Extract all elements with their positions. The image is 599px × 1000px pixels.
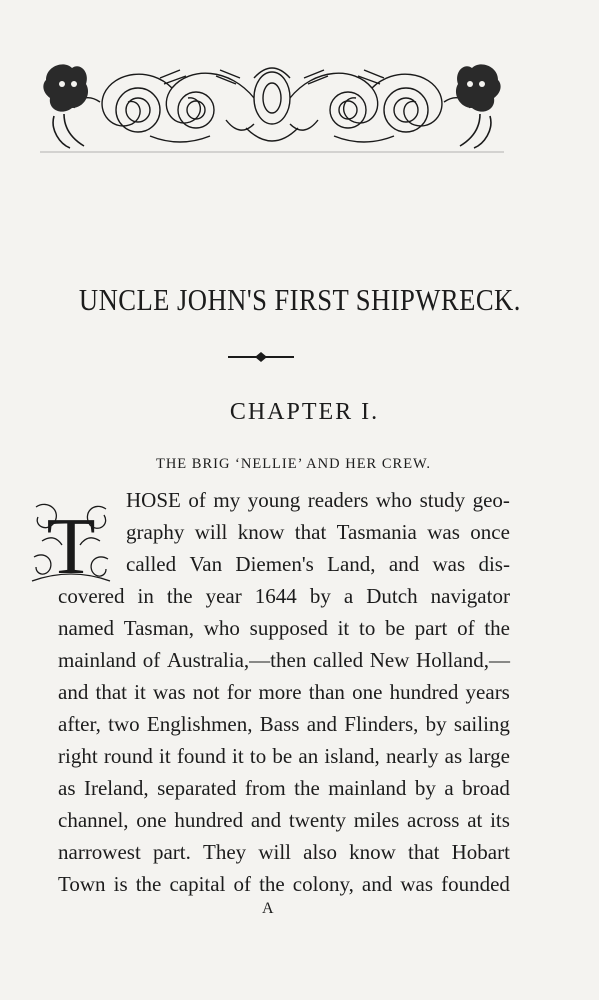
signature-mark: A <box>262 900 274 917</box>
text-line: right round it found it to be an island, nearly as large <box>58 744 510 768</box>
text-line: narrowest part. They will also know that Hobart <box>58 840 510 864</box>
ornamental-headpiece <box>40 58 504 154</box>
drop-cap-ornament <box>28 497 114 583</box>
text-line: named Tasman, who supposed it to be part of the <box>58 616 510 640</box>
chapter-subtitle: THE BRIG ‘NELLIE’ AND HER CREW. <box>155 456 432 472</box>
chapter-heading: CHAPTER I. <box>229 399 380 425</box>
book-title: UNCLE JOHN'S FIRST SHIPWRECK. <box>78 282 521 317</box>
text-line: channel, one hundred and twenty miles across at its <box>58 808 510 832</box>
text-line: graphy will know that Tasmania was once <box>126 520 510 544</box>
text-line: as Ireland, separated from the mainland by a broad <box>58 776 510 800</box>
text-line: covered in the year 1644 by a Dutch navigator <box>58 584 510 608</box>
decorative-rule <box>228 350 294 364</box>
text-line: called Van Diemen's Land, and was dis- <box>126 552 510 576</box>
text-line: HOSE of my young readers who study geo- <box>126 488 510 512</box>
drop-cap-letter: T <box>46 503 96 583</box>
text-line: mainland of Australia,—then called New Holland,— <box>58 648 510 672</box>
text-line: and that it was not for more than one hundred years <box>58 680 510 704</box>
text-line: Town is the capital of the colony, and was founded <box>58 872 510 896</box>
text-line: after, two Englishmen, Bass and Flinders, by sailing <box>58 712 510 736</box>
